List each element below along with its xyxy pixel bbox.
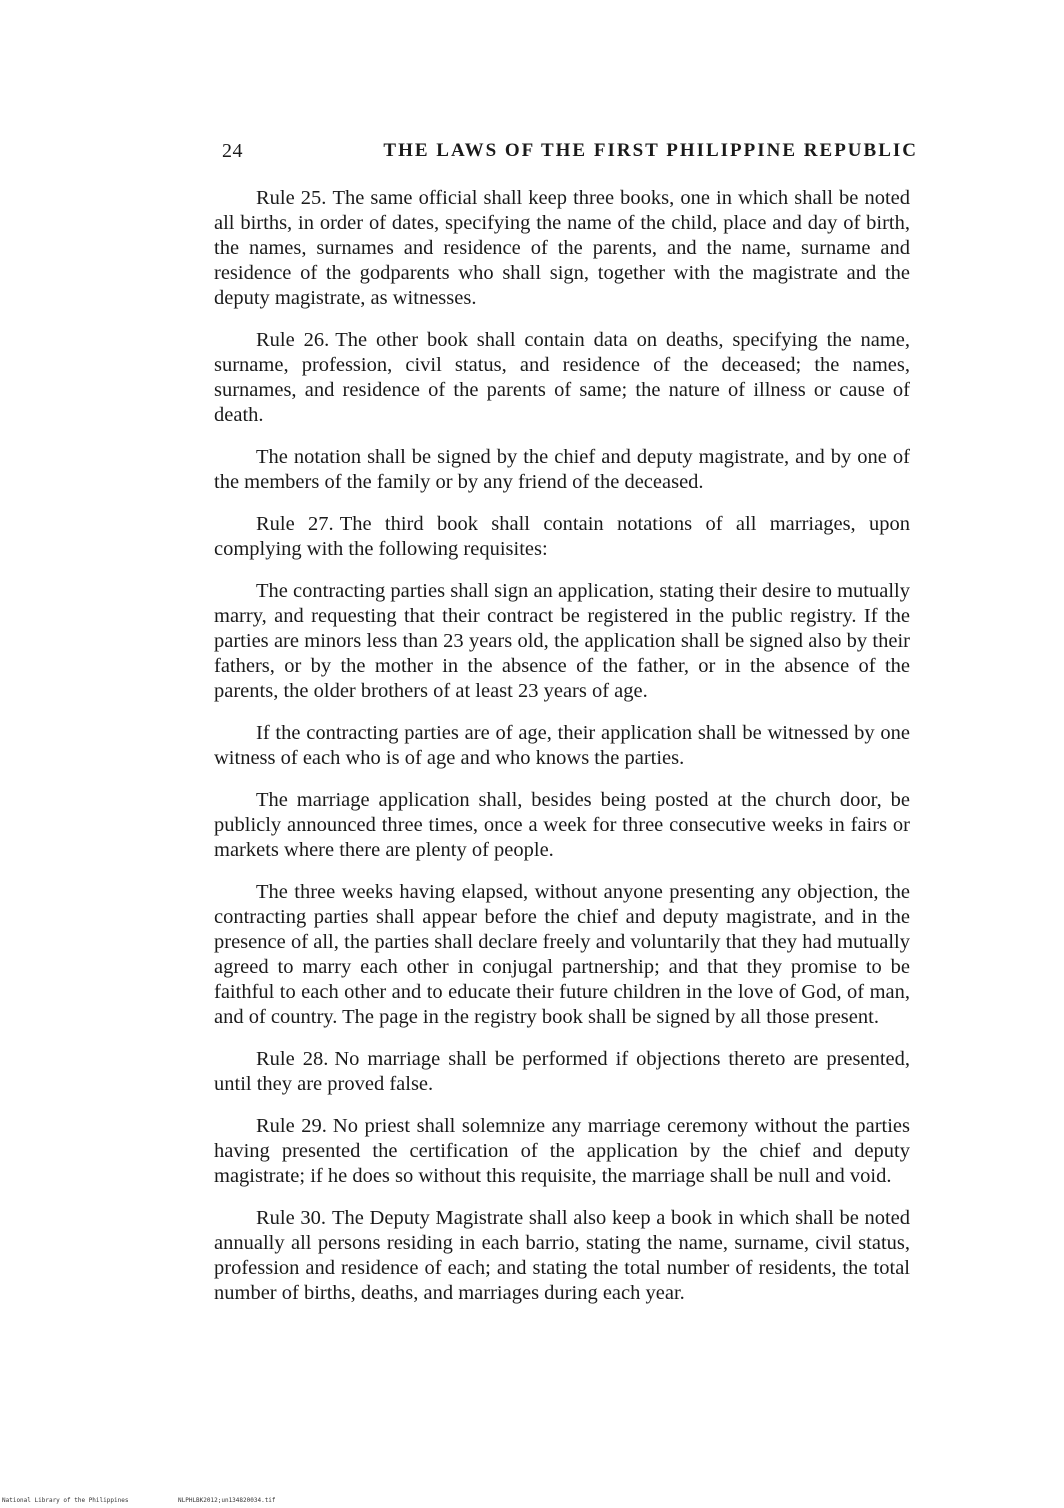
rule-label: Rule 27. (256, 513, 334, 535)
witness-paragraph (214, 721, 910, 771)
rule-label: Rule 26. (256, 329, 330, 351)
rule-29-paragraph (214, 1114, 910, 1189)
footer-file-id: NLPHLBK2012;un134820034.tif (178, 1497, 276, 1504)
rule-28-paragraph (214, 1047, 910, 1097)
running-head: THE LAWS OF THE FIRST PHILIPPINE REPUBLIC (383, 140, 918, 161)
rule-26-paragraph (214, 328, 910, 428)
paragraph-text: If the contracting parties are of age, their application shall be witnessed by one witness of each who is of age and who knows the parties. (214, 722, 910, 769)
notation-paragraph (214, 445, 910, 495)
page-number: 24 (222, 140, 243, 162)
paragraph-text: No marriage shall be performed if objections thereto are presented, until they are proved false. (214, 1048, 911, 1095)
footer-source: National Library of the Philippines (2, 1497, 129, 1504)
paragraph-text: The same official shall keep three books, one in which shall be noted all births, in order of dates, specifying the name of the child, place and day of birth, the names, surnames and residence of the parents, and the name, surname and residence of the godparents who shall sign, together with the magistrate and the deputy magistrate, as witnesses. (214, 187, 910, 309)
paragraph-text: The other book shall contain data on deaths, specifying the name, surname, profession, civil status, and residence of the deceased; the names, surnames, and residence of the parents of same; the nature of illness or cause of death. (214, 329, 910, 426)
rule-label: Rule 29. (256, 1115, 327, 1137)
ceremony-paragraph (214, 880, 910, 1030)
paragraph-text: The notation shall be signed by the chief and deputy magistrate, and by one of the members of the family or by any friend of the deceased. (214, 446, 910, 493)
paragraph-text: The Deputy Magistrate shall also keep a book in which shall be noted annually all persons residing in each barrio, stating the name, surname, civil status, profession and residence of each; and stating the total number of residents, the total number of births, deaths, and marriages during each year. (214, 1207, 911, 1304)
paragraph-text: The marriage application shall, besides being posted at the church door, be publicly announced three times, once a week for three consecutive weeks in fairs or markets where there are plenty of people. (214, 789, 910, 861)
rule-label: Rule 30. (256, 1207, 327, 1229)
paragraph-text: The third book shall contain notations of all marriages, upon complying with the following requisites: (214, 513, 911, 560)
page-header (222, 140, 918, 170)
rule-label: Rule 25. (256, 187, 327, 209)
rule-27-paragraph (214, 512, 910, 562)
application-paragraph (214, 579, 910, 704)
rule-25-paragraph (214, 186, 910, 311)
rule-label: Rule 28. (256, 1048, 329, 1070)
paragraph-text: No priest shall solemnize any marriage ceremony without the parties having presented the certification of the application by the chief and deputy magistrate; if he does so without this requisite, the marriage shall be null and void. (214, 1115, 911, 1187)
paragraph-text: The three weeks having elapsed, without anyone presenting any objection, the contracting parties shall appear before the chief and deputy magistrate, and in the presence of all, the parties shall declare freely and voluntarily that they had mutually agreed to marry each other in conjugal partnership; and that they promise to be faithful to each other and to educate their future children in the love of God, of man, and of country. The page in the registry book shall be signed by all those present. (214, 881, 910, 1028)
body-text (214, 186, 910, 1323)
announcement-paragraph (214, 788, 910, 863)
rule-30-paragraph (214, 1206, 910, 1306)
paragraph-text: The contracting parties shall sign an application, stating their desire to mutually marry, and requesting that their contract be registered in the public registry. If the parties are minors less than 23 years old, the application shall be signed also by their fathers, or by the mother in the absence of the father, or in the absence of the parents, the older brothers of at least 23 years of age. (214, 580, 910, 702)
scan-footer (0, 1497, 1064, 1508)
